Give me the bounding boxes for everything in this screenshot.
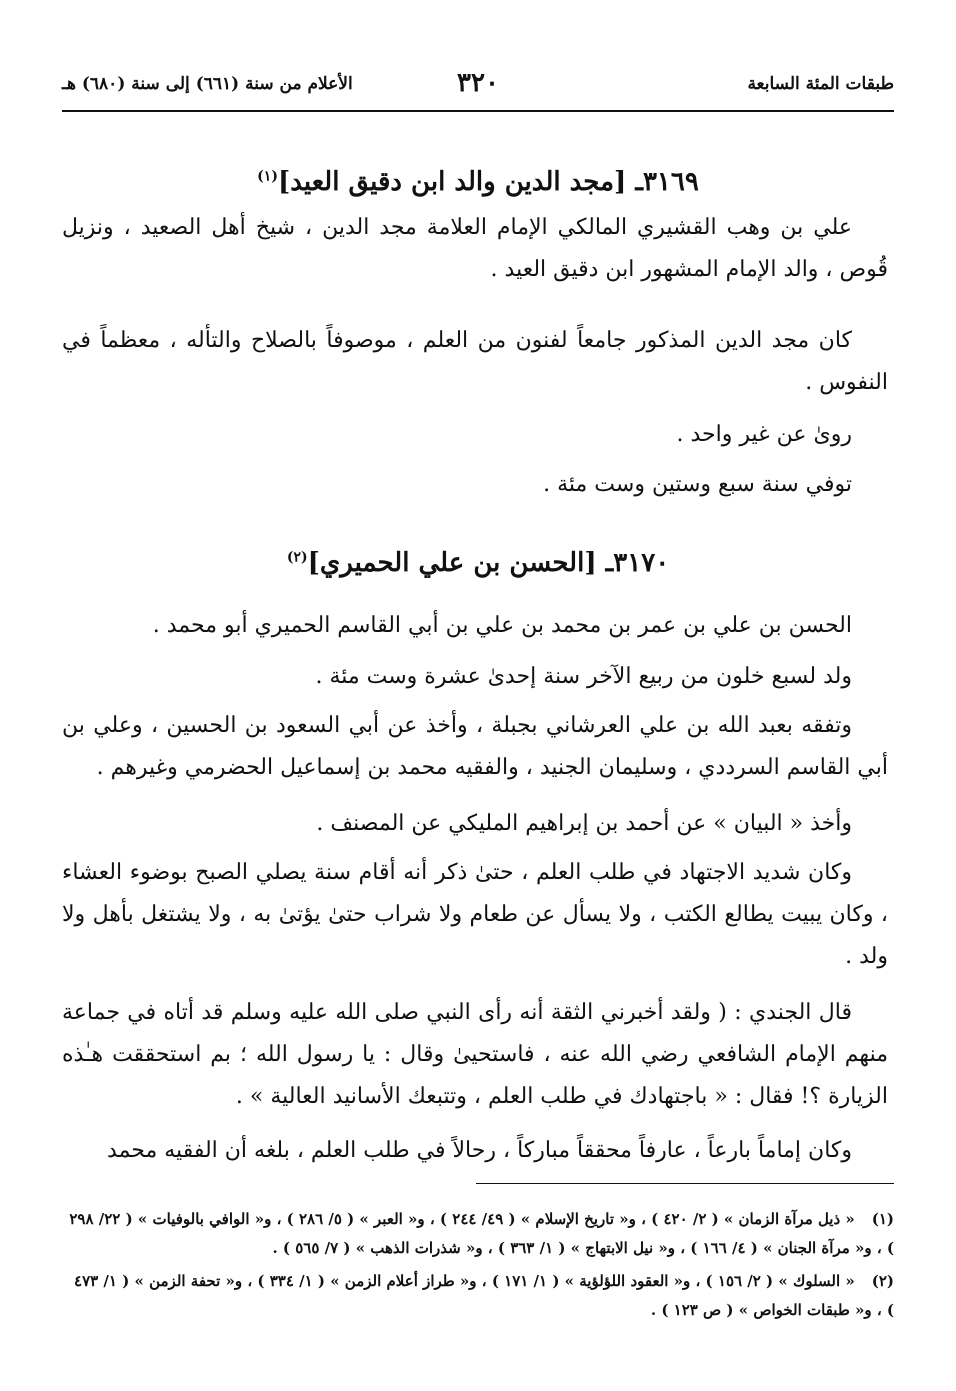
footnote	[62, 1205, 894, 1263]
page-header	[62, 68, 894, 108]
paragraph: توفي سنة سبع وستين وست مئة .	[543, 472, 852, 497]
footnote-text: « السلوك » ( ٢/ ١٥٦ ) ، و« العقود اللؤلؤية » ( ١/ ١٧١ ) ، و« طراز أعلام الزمن » ( ١/ ٣٣٤ ) ، و« تحفة الزمن » ( ١/ ٤٧٣ ) ، و« طبقات الخواص » ( ص ١٢٣ ) .	[74, 1272, 894, 1319]
entry-title	[0, 167, 956, 197]
header-book-section: طبقات المئة السابعة	[747, 74, 894, 94]
paragraph: قال الجندي : ( ولقد أخبرني الثقة أنه رأى النبي صلى الله عليه وسلم قد أتاه في جماعة منهم الإمام الشافعي رضي الله عنه ، فاستحيىٰ وقال : يا رسول الله ؛ بم استحققت هـٰذه الزيارة ؟! فقال : « باجتهادك في طلب العلم ، وتتبعك الأسانيد العالية » .	[62, 1000, 888, 1109]
entry-title-text: ٣١٦٩ـ [مجد الدين والد ابن دقيق العيد]	[277, 167, 699, 197]
footnote-mark: (٢)	[286, 549, 308, 566]
paragraph: وأخذ « البيان » عن أحمد بن إبراهيم المليكي عن المصنف .	[316, 811, 852, 836]
footnote-text: « ذيل مرآة الزمان » ( ٢/ ٤٢٠ ) ، و« تاريخ الإسلام » ( ٤٩/ ٢٤٤ ) ، و« العبر » ( ٥/ ٢٨٦ ) ، و« الوافي بالوفيات » ( ٢٢/ ٢٩٨ ) ، و« مرآة الجنان » ( ٤/ ١٦٦ ) ، و« نيل الابتهاج » ( ١/ ٣٦٣ ) ، و« شذرات الذهب » ( ٧/ ٥٦٥ ) .	[69, 1210, 894, 1257]
entry-title	[0, 548, 956, 578]
paragraph: علي بن وهب القشيري المالكي الإمام العلامة مجد الدين ، شيخ أهل الصعيد ، ونزيل قُوص ، والد الإمام المشهور ابن دقيق العيد .	[62, 215, 888, 282]
page-number: ٣٢٠	[457, 68, 499, 98]
paragraph: وتفقه بعبد الله بن علي العرشاني بجبلة ، وأخذ عن أبي السعود بن الحسين ، وعلي بن أبي القاسم السرددي ، وسليمان الجنيد ، والفقيه محمد بن إسماعيل الحضرمي وغيرهم .	[62, 713, 888, 780]
footnote-separator	[476, 1183, 894, 1184]
paragraph: ولد لسبع خلون من ربيع الآخر سنة إحدىٰ عشرة وست مئة .	[315, 664, 852, 689]
paragraph: روىٰ عن غير واحد .	[676, 422, 852, 447]
paragraph: كان مجد الدين المذكور جامعاً لفنون من العلم ، موصوفاً بالصلاح والتأله ، معظماً في النفوس .	[62, 328, 888, 395]
paragraph: الحسن بن علي بن عمر بن محمد بن علي بن أبي القاسم الحميري أبو محمد .	[152, 613, 852, 638]
footnote-number: (٢)	[871, 1272, 894, 1290]
footnote-number: (١)	[871, 1210, 894, 1228]
paragraph: وكان شديد الاجتهاد في طلب العلم ، حتىٰ ذكر أنه أقام سنة يصلي الصبح بوضوء العشاء ، وكان يبيت يطالع الكتب ، ولا يسأل عن طعام ولا شراب حتىٰ يؤتىٰ به ، ولا يشتغل بأهل ولا ولد .	[62, 860, 888, 969]
header-volume-range: الأعلام من سنة (٦٦١) إلى سنة (٦٨٠) هـ	[62, 74, 353, 94]
footnote	[62, 1267, 894, 1325]
footnote-mark: (١)	[257, 168, 278, 185]
paragraph: وكان إماماً بارعاً ، عارفاً محققاً مباركاً ، رحالاً في طلب العلم ، بلغه أن الفقيه محمد	[107, 1138, 852, 1163]
header-rule	[62, 110, 894, 112]
entry-title-text: ٣١٧٠ـ [الحسن بن علي الحميري]	[307, 548, 670, 578]
